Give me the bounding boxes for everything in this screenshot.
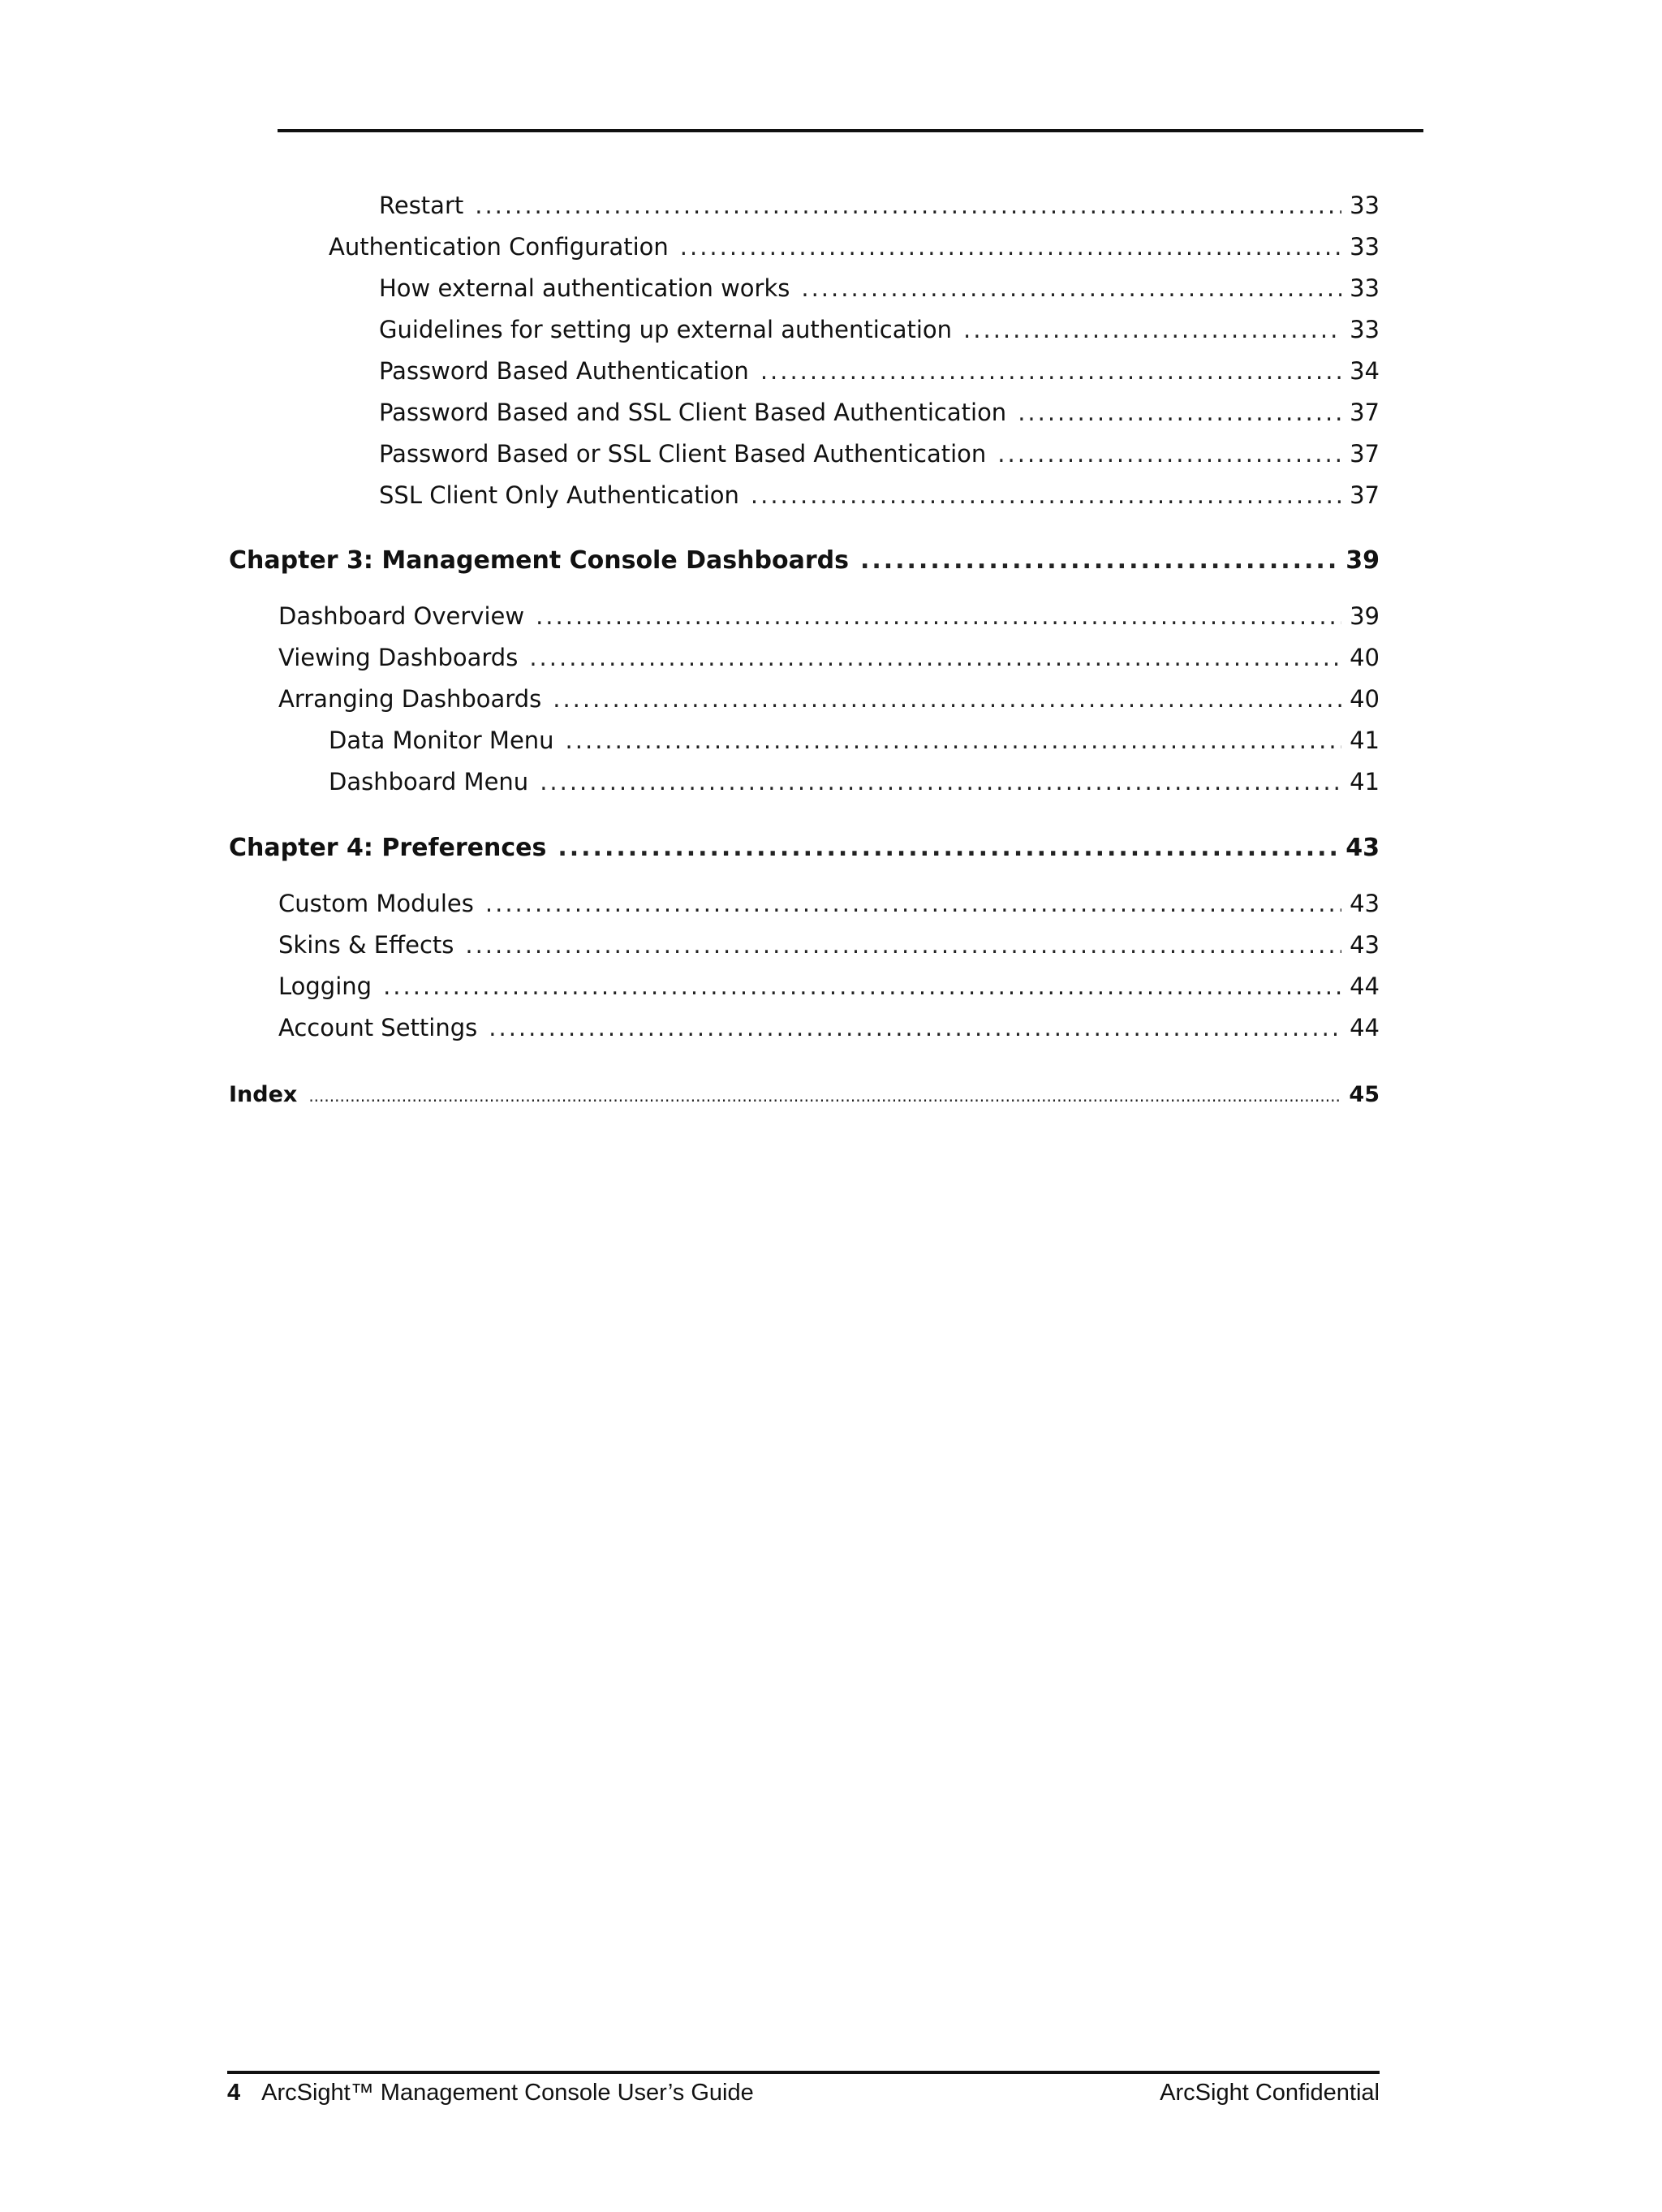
toc-entry-label: Arranging Dashboards xyxy=(278,685,542,713)
toc-entry[interactable] xyxy=(379,479,1380,511)
dot-leader xyxy=(680,231,1341,263)
toc-entry[interactable] xyxy=(278,641,1380,674)
toc-entry-label: Authentication Configuration xyxy=(329,233,669,261)
dot-leader xyxy=(558,832,1337,865)
dot-leader xyxy=(465,929,1341,961)
dot-leader xyxy=(536,600,1341,632)
dot-leader xyxy=(566,724,1342,757)
toc-entry-page: 40 xyxy=(1350,685,1380,713)
toc-entry[interactable] xyxy=(278,683,1380,715)
toc-entry[interactable] xyxy=(379,396,1380,429)
toc-entry-label: Chapter 4: Preferences xyxy=(229,834,547,862)
toc-entry-page: 33 xyxy=(1350,233,1380,261)
dot-leader xyxy=(485,887,1341,920)
toc-entry[interactable] xyxy=(329,765,1380,798)
dot-leader xyxy=(383,970,1341,1003)
toc-chapter-entry[interactable] xyxy=(229,545,1380,577)
toc-entry[interactable] xyxy=(329,724,1380,757)
footer-left xyxy=(227,2076,754,2109)
toc-entry-page: 37 xyxy=(1350,440,1380,468)
toc-entry-page: 43 xyxy=(1346,834,1380,862)
header-rule xyxy=(278,129,1423,132)
toc-entry[interactable] xyxy=(278,887,1380,920)
toc-entry[interactable] xyxy=(278,1011,1380,1044)
toc-entry-page: 37 xyxy=(1350,481,1380,509)
dot-leader xyxy=(860,545,1337,577)
toc-entry-label: SSL Client Only Authentication xyxy=(379,481,739,509)
toc-entry-label: Dashboard Menu xyxy=(329,768,529,796)
toc-chapter-entry[interactable] xyxy=(229,832,1380,865)
toc-entry-page: 44 xyxy=(1350,1014,1380,1041)
dot-leader xyxy=(997,438,1341,470)
toc-entry-page: 39 xyxy=(1350,602,1380,630)
toc-entry-page: 37 xyxy=(1350,399,1380,426)
toc-entry-label: Account Settings xyxy=(278,1014,478,1041)
toc-entry-label: How external authentication works xyxy=(379,274,790,302)
dot-leader xyxy=(751,479,1341,511)
toc-entry-label: Skins & Effects xyxy=(278,931,454,959)
toc-entry-label: Index xyxy=(229,1082,298,1107)
toc-entry-label: Dashboard Overview xyxy=(278,602,525,630)
toc-entry-page: 34 xyxy=(1350,357,1380,385)
dot-leader xyxy=(553,683,1341,715)
footer-page-number: 4 xyxy=(227,2080,241,2106)
toc-entry-page: 41 xyxy=(1350,727,1380,754)
toc-entry-label: Password Based and SSL Client Based Authentication xyxy=(379,399,1007,426)
footer-rule xyxy=(227,2071,1380,2074)
toc-entry-label: Custom Modules xyxy=(278,890,474,917)
dot-leader xyxy=(475,189,1341,222)
toc-entry-label: Restart xyxy=(379,192,464,219)
toc-entry-page: 33 xyxy=(1350,274,1380,302)
toc-entry-page: 44 xyxy=(1350,972,1380,1000)
toc-entry[interactable] xyxy=(278,970,1380,1003)
toc-entry[interactable] xyxy=(379,313,1380,346)
toc-entry[interactable] xyxy=(278,600,1380,632)
toc-entry-page: 33 xyxy=(1350,192,1380,219)
footer-document-title: ArcSight™ Management Console User’s Guide xyxy=(261,2080,754,2106)
toc-entry-page: 33 xyxy=(1350,316,1380,343)
toc-entry-label: Logging xyxy=(278,972,372,1000)
dot-leader xyxy=(963,313,1341,346)
toc-entry[interactable] xyxy=(379,272,1380,304)
page-footer xyxy=(227,2076,1380,2109)
toc-entry-page: 39 xyxy=(1346,546,1380,575)
toc-entry-label: Chapter 3: Management Console Dashboards xyxy=(229,546,849,575)
toc-entry-label: Data Monitor Menu xyxy=(329,727,554,754)
dot-leader xyxy=(801,272,1341,304)
toc-entry[interactable] xyxy=(379,438,1380,470)
toc-entry-label: Viewing Dashboards xyxy=(278,644,519,671)
dot-leader xyxy=(1018,396,1341,429)
dot-leader xyxy=(540,765,1341,798)
toc-entry[interactable] xyxy=(329,231,1380,263)
toc-entry[interactable] xyxy=(278,929,1380,961)
toc-index-entry[interactable] xyxy=(229,1079,1380,1111)
toc-entry[interactable] xyxy=(379,355,1380,387)
toc-entry-label: Password Based Authentication xyxy=(379,357,749,385)
toc-entry[interactable] xyxy=(379,189,1380,222)
toc-entry-label: Password Based or SSL Client Based Authentication xyxy=(379,440,987,468)
toc-entry-page: 43 xyxy=(1350,931,1380,959)
dot-leader xyxy=(760,355,1341,387)
dot-leader xyxy=(489,1011,1341,1044)
toc-entry-page: 43 xyxy=(1350,890,1380,917)
toc-entry-label: Guidelines for setting up external authentication xyxy=(379,316,953,343)
dot-leader xyxy=(308,1080,1341,1112)
toc-entry-page: 41 xyxy=(1350,768,1380,796)
footer-confidential-label: ArcSight Confidential xyxy=(1160,2080,1380,2106)
toc-entry-page: 40 xyxy=(1350,644,1380,671)
toc-entry-page: 45 xyxy=(1349,1082,1380,1107)
dot-leader xyxy=(529,641,1341,674)
